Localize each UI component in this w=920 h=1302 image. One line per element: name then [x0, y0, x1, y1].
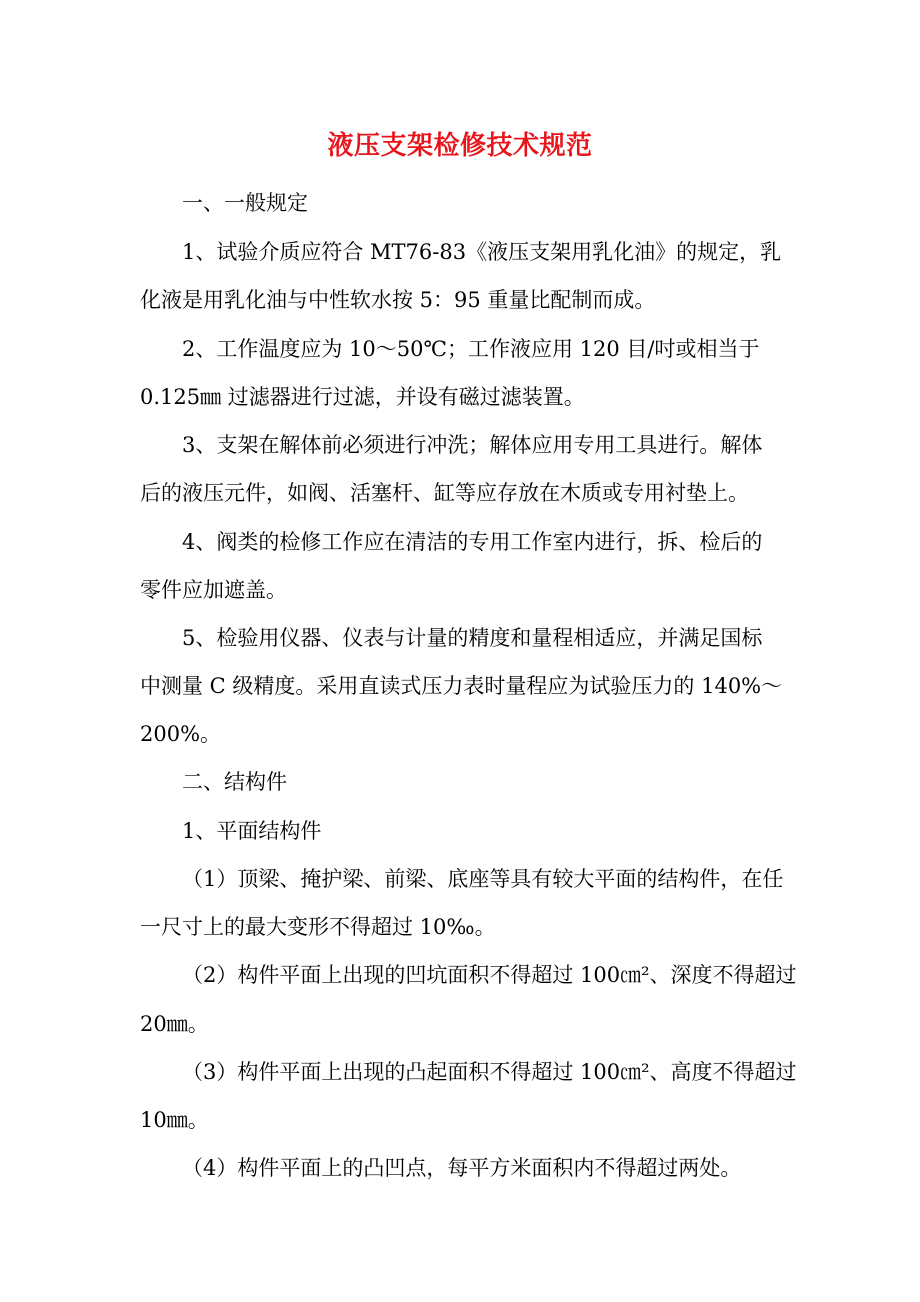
paragraph-line: 4、阀类的检修工作应在清洁的专用工作室内进行，拆、检后的	[182, 530, 763, 554]
paragraph-line: 200%。	[140, 722, 222, 746]
paragraph-line: 20㎜。	[140, 1012, 209, 1036]
section-heading-structural: 二、结构件	[182, 770, 287, 794]
paragraph-line: （2）构件平面上出现的凹坑面积不得超过 100㎝²、深度不得超过	[182, 963, 797, 987]
document-title: 液压支架检修技术规范	[327, 131, 593, 161]
paragraph-line: 零件应加遮盖。	[140, 578, 287, 602]
paragraph-line: 一尺寸上的最大变形不得超过 10‰。	[140, 915, 496, 939]
paragraph-line: 1、试验介质应符合 MT76-83《液压支架用乳化油》的规定，乳	[182, 240, 782, 264]
paragraph-line: 中测量 C 级精度。采用直读式压力表时量程应为试验压力的 140%～	[140, 674, 783, 698]
paragraph-line: 2、工作温度应为 10～50℃；工作液应用 120 目/吋或相当于	[182, 337, 760, 361]
subsection-heading: 1、平面结构件	[182, 819, 322, 843]
paragraph-line: 10㎜。	[140, 1108, 209, 1132]
section-heading-general: 一、一般规定	[182, 191, 308, 215]
paragraph-line: （4）构件平面上的凸凹点，每平方米面积内不得超过两处。	[182, 1156, 742, 1180]
paragraph-line: 3、支架在解体前必须进行冲洗；解体应用专用工具进行。解体	[182, 433, 763, 457]
paragraph-line: 化液是用乳化油与中性软水按 5：95 重量比配制而成。	[140, 288, 656, 312]
paragraph-line: （1）顶梁、掩护梁、前梁、底座等具有较大平面的结构件，在任	[182, 867, 784, 891]
paragraph-line: 5、检验用仪器、仪表与计量的精度和量程相适应，并满足国标	[182, 626, 763, 650]
paragraph-line: 后的液压元件，如阀、活塞杆、缸等应存放在木质或专用衬垫上。	[140, 481, 749, 505]
paragraph-line: （3）构件平面上出现的凸起面积不得超过 100㎝²、高度不得超过	[182, 1060, 797, 1084]
paragraph-line: 0.125㎜ 过滤器进行过滤，并设有磁过滤装置。	[140, 385, 585, 409]
